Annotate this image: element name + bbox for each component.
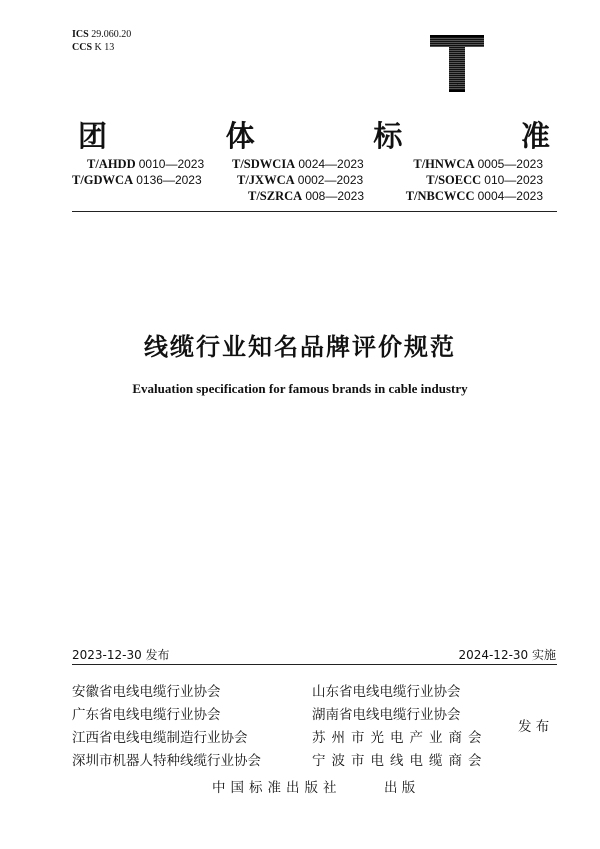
standard-t-logo	[430, 35, 484, 92]
classification-block	[72, 28, 131, 54]
publish-label: 发 布	[518, 719, 550, 735]
standard-type-char: 标	[373, 119, 403, 153]
standard-type-title	[78, 114, 550, 155]
standard-code: T/AHDD 0010—2023	[87, 157, 205, 171]
press-suffix: 出 版	[384, 780, 416, 796]
document-title-en: Evaluation specification for famous brands in cable industry	[132, 381, 468, 396]
standard-type-char: 准	[520, 119, 550, 153]
publisher-left: 安徽省电线电缆行业协会	[72, 684, 221, 700]
standard-type-char: 团	[78, 119, 108, 153]
ccs-line: CCS K 13	[72, 42, 115, 53]
footer-divider	[72, 664, 557, 665]
issue-date: 2023-12-30 发布	[72, 648, 170, 662]
press-name: 中国标准出版社	[212, 780, 342, 796]
svg-text:T: T	[457, 84, 459, 86]
standard-code: T/GDWCA 0136—2023	[72, 173, 202, 187]
publisher-left: 广东省电线电缆行业协会	[72, 707, 221, 723]
standard-code: T/HNWCA 0005—2023	[413, 157, 543, 171]
standard-code: T/SDWCIA 0024—2023	[232, 157, 364, 171]
header-divider	[72, 211, 557, 212]
publisher-left: 江西省电线电缆制造行业协会	[72, 730, 248, 746]
publisher-right: 山东省电线电缆行业协会	[312, 684, 461, 700]
standard-code: T/SOECC 010—2023	[426, 173, 543, 187]
document-title-cn: 线缆行业知名品牌评价规范	[144, 333, 456, 361]
standard-code: T/NBCWCC 0004—2023	[405, 189, 543, 203]
publisher-right: 苏州市光电产业商会	[312, 730, 488, 746]
publisher-right: 宁波市电线电缆商会	[312, 753, 488, 769]
standard-code: T/JXWCA 0002—2023	[237, 173, 364, 187]
standard-code: T/SZRCA 008—2023	[248, 189, 365, 203]
implement-date: 2024-12-30 实施	[458, 648, 556, 662]
publisher-right: 湖南省电线电缆行业协会	[312, 707, 461, 723]
standard-type-char: 体	[225, 119, 255, 153]
ics-line: ICS 29.060.20	[72, 29, 132, 40]
publisher-left: 深圳市机器人特种线缆行业协会	[72, 753, 261, 769]
